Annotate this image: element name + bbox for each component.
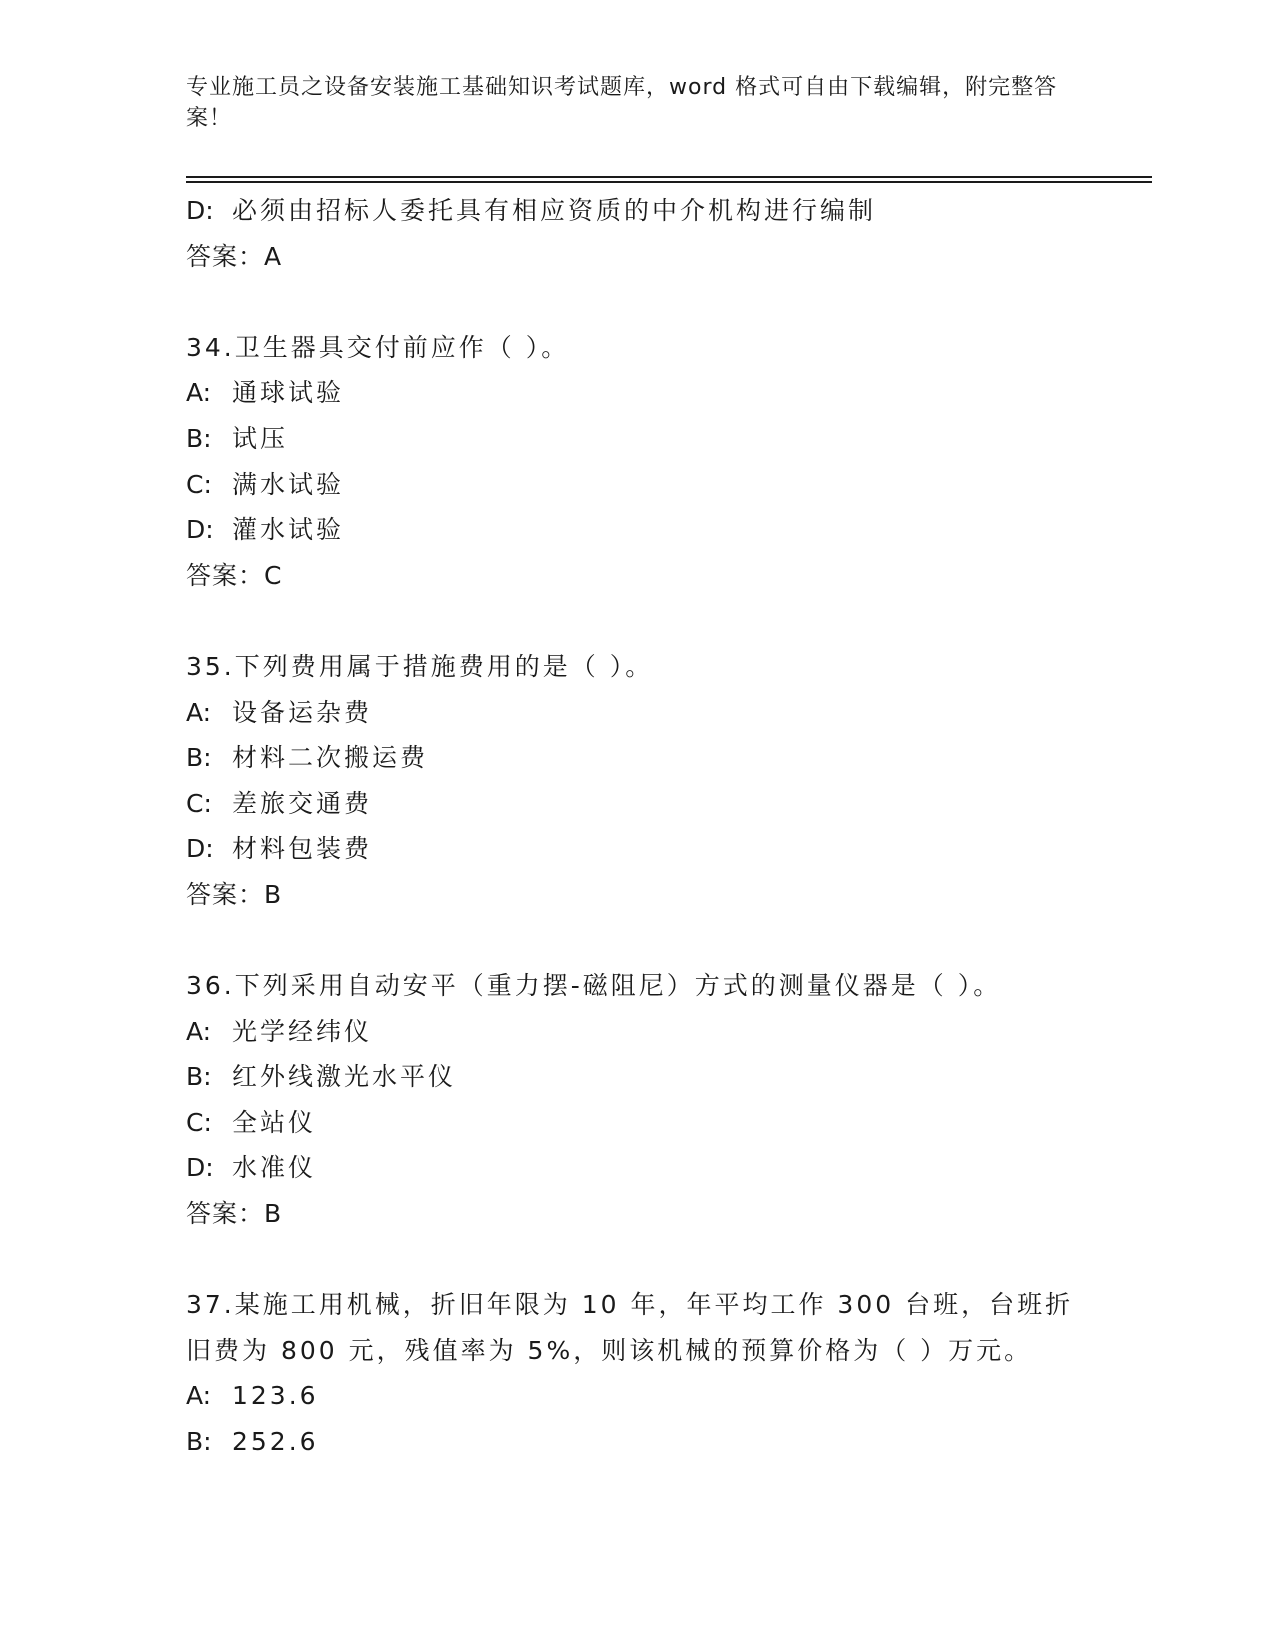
option-text: 满水试验 (232, 469, 345, 499)
option-text: 水准仪 (232, 1153, 317, 1183)
header-divider-top (186, 176, 1152, 178)
document-header: 专业施工员之设备安装施工基础知识考试题库，word 格式可自由下载编辑，附完整答案！ (186, 75, 1058, 131)
option-text: 设备运杂费 (232, 697, 373, 727)
question-35-answer: 答案：B (186, 879, 283, 909)
header-divider-bottom (186, 181, 1152, 183)
prev-answer: 答案：A (186, 241, 283, 271)
question-34-option-a (186, 370, 1146, 416)
question-35-option-c (186, 781, 1146, 827)
option-text: 全站仪 (232, 1107, 317, 1137)
question-36-option-b (186, 1054, 1146, 1100)
question-36-option-d (186, 1145, 1146, 1191)
option-letter: A: (186, 378, 212, 408)
option-text: 试压 (232, 423, 289, 453)
option-letter: B: (186, 1062, 212, 1092)
question-34-answer: 答案：C (186, 560, 283, 590)
option-text: 必须由招标人委托具有相应资质的中介机构进行编制 (232, 196, 877, 225)
option-text: 123.6 (232, 1381, 319, 1411)
option-text: 通球试验 (232, 378, 345, 408)
question-35-option-d (186, 826, 1146, 872)
option-letter: D: (186, 196, 214, 225)
option-letter: A: (186, 697, 212, 727)
option-text: 光学经纬仪 (232, 1016, 373, 1046)
option-letter: B: (186, 743, 212, 773)
option-text: 252.6 (232, 1427, 319, 1457)
option-text: 红外线激光水平仪 (232, 1062, 457, 1092)
option-letter: D: (186, 1153, 214, 1183)
option-letter: D: (186, 834, 214, 864)
option-letter: C: (186, 469, 212, 499)
option-letter: D: (186, 515, 214, 545)
question-35-option-b (186, 735, 1146, 781)
option-letter: B: (186, 423, 212, 453)
question-37-option-b (186, 1419, 1146, 1465)
option-letter: A: (186, 1016, 212, 1046)
prev-option-d (186, 188, 1146, 234)
question-35-option-a (186, 690, 1146, 736)
question-34-option-b (186, 416, 1146, 462)
question-37-option-a (186, 1373, 1146, 1419)
question-35-stem: 35.下列费用属于措施费用的是（ ）。 (186, 651, 654, 681)
question-content (186, 188, 1146, 1465)
option-text: 灌水试验 (232, 515, 345, 545)
question-34-option-d (186, 507, 1146, 553)
option-letter: C: (186, 1107, 212, 1137)
question-37-stem-line1: 37.某施工用机械，折旧年限为 10 年，年平均工作 300 台班，台班折 (186, 1290, 1074, 1320)
option-letter: B: (186, 1427, 212, 1457)
question-36-option-a (186, 1009, 1146, 1055)
question-36-option-c (186, 1100, 1146, 1146)
question-34-option-c (186, 462, 1146, 508)
question-36-stem: 36.下列采用自动安平（重力摆-磁阻尼）方式的测量仪器是（ ）。 (186, 971, 1002, 1001)
question-34-stem: 34.卫生器具交付前应作（ ）。 (186, 332, 570, 362)
option-letter: C: (186, 788, 212, 818)
option-text: 材料包装费 (232, 834, 373, 864)
option-text: 差旅交通费 (232, 788, 373, 818)
option-letter: A: (186, 1381, 212, 1411)
option-text: 材料二次搬运费 (232, 743, 429, 773)
question-36-answer: 答案：B (186, 1199, 283, 1229)
question-37-stem-line2: 旧费为 800 元，残值率为 5%，则该机械的预算价格为（ ）万元。 (186, 1335, 1033, 1365)
